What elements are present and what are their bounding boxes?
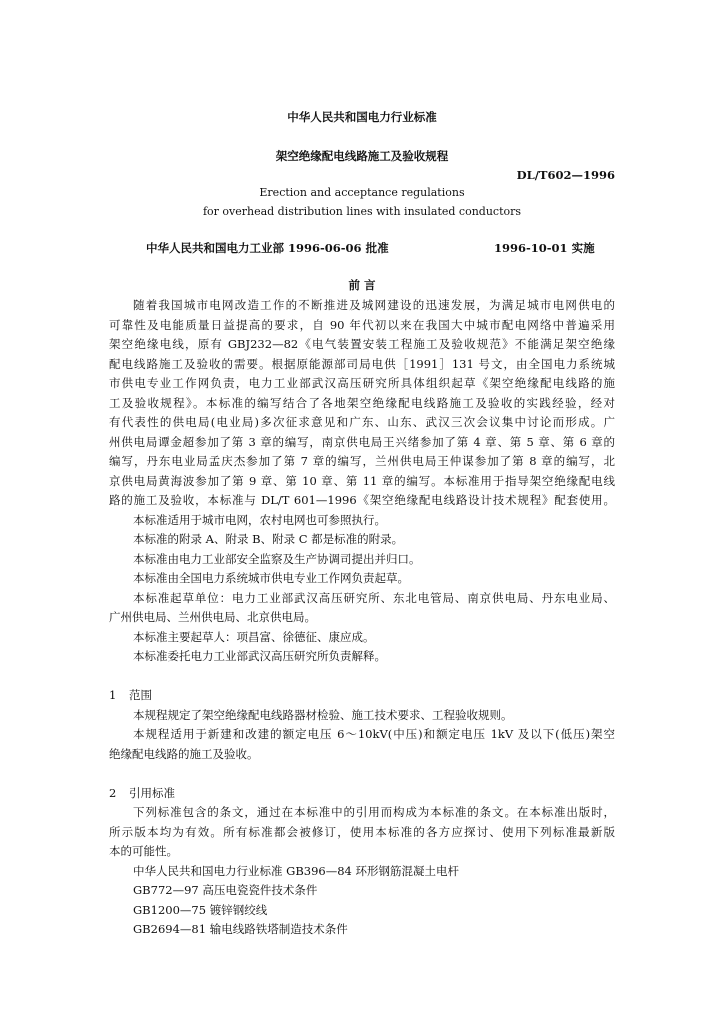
foreword-p2: 本标准适用于城市电网，农村电网也可参照执行。 <box>133 513 386 527</box>
section-2-number: 2 <box>109 786 117 800</box>
foreword-p6-line: 广州供电局、兰州供电局、北京供电局。 <box>109 610 316 624</box>
foreword-p1-line: 路的施工及验收，本标准与 DL/T 601—1996《架空绝缘配电线路设计技术规程》配套使用。 <box>109 493 615 507</box>
foreword-p3: 本标准的附录 A、附录 B、附录 C 都是标准的附录。 <box>133 532 404 546</box>
foreword-p1-line: 有代表性的供电局(电业局)多次征求意见和广东、山东、武汉三次会议集中讨论而形成。广 <box>109 415 615 429</box>
foreword-p1-line: 可靠性及电能质量日益提高的要求，自 90 年代初以来在我国大中城市配电网络中普遍采用 <box>109 318 615 332</box>
foreword-p1-line: 编写，丹东电业局孟庆杰参加了第 7 章的编写，兰州供电局王仲谋参加了第 8 章的编写，北 <box>109 454 615 468</box>
foreword-p1-line: 配电线路施工及验收的需要。根据原能源部司局电供［1991］131 号文，由全国电力系统城 <box>109 357 615 371</box>
foreword-p4: 本标准由电力工业部安全监察及生产协调司提出并归口。 <box>133 552 421 566</box>
foreword-p1-line: 京供电局黄海波参加了第 9 章、第 10 章、第 11 章的编写。本标准用于指导架空绝缘配电线 <box>109 474 615 488</box>
section-1-heading <box>109 688 152 702</box>
section-1-title: 范围 <box>129 688 152 702</box>
section-2-heading <box>109 786 175 800</box>
effective-date: 1996-10-01 实施 <box>494 241 595 255</box>
foreword-p1-line: 随着我国城市电网改造工作的不断推进及城网建设的迅速发展，为满足城市电网供电的 <box>133 298 615 312</box>
foreword-p1-line: 工及验收规程》。本标准的编写结合了各地架空绝缘配电线路施工及验收的实践经验，经对 <box>109 396 615 410</box>
foreword-p8: 本标准委托电力工业部武汉高压研究所负责解释。 <box>133 649 386 663</box>
section-2-title: 引用标准 <box>129 786 175 800</box>
section-2-p1-line: 下列标准包含的条文，通过在本标准中的引用而构成为本标准的条文。在本标准出版时， <box>133 805 615 819</box>
section-1-p1: 本规程规定了架空绝缘配电线路器材检验、施工技术要求、工程验收规则。 <box>133 708 513 722</box>
reference-item: GB772—97 高压电瓷瓷件技术条件 <box>133 883 318 897</box>
section-1-p2-line: 绝缘配电线路的施工及验收。 <box>109 747 259 761</box>
section-2-p1-line: 所示版本均为有效。所有标准都会被修订，使用本标准的各方应探讨、使用下列标准最新版 <box>109 825 615 839</box>
foreword-p1-line: 架空绝缘电线，原有 GBJ232—82《电气装置安装工程施工及验收规范》不能满足架空绝缘 <box>109 337 615 351</box>
reference-item: GB2694—81 输电线路铁塔制造技术条件 <box>133 922 348 936</box>
standard-code: DL/T602—1996 <box>516 168 615 182</box>
foreword-p1-line: 州供电局谭金超参加了第 3 章的编写，南京供电局王兴绪参加了第 4 章、第 5 章、第 6 章的 <box>109 435 615 449</box>
title-en-line-2: for overhead distribution lines with insulated conductors <box>202 205 522 218</box>
reference-item: GB1200—75 镀锌钢绞线 <box>133 903 268 917</box>
title-en-line-1: Erection and acceptance regulations <box>259 186 465 199</box>
approval-line: 中华人民共和国电力工业部 1996-06-06 批准 <box>146 241 389 255</box>
standard-org: 中华人民共和国电力行业标准 <box>287 110 437 124</box>
foreword-p1-line: 市供电专业工作网负责，电力工业部武汉高压研究所具体组织起草《架空绝缘配电线路的施 <box>109 376 615 390</box>
section-1-number: 1 <box>109 688 117 702</box>
foreword-p7: 本标准主要起草人：项昌富、徐德征、康应成。 <box>133 630 375 644</box>
section-2-p1-line: 本的可能性。 <box>109 844 178 858</box>
foreword-p5: 本标准由全国电力系统城市供电专业工作网负责起草。 <box>133 571 409 585</box>
foreword-heading: 前 言 <box>348 278 376 292</box>
section-1-p2-line: 本规程适用于新建和改建的额定电压 6～10kV(中压)和额定电压 1kV 及以下(低压)架空 <box>133 727 615 741</box>
reference-item: 中华人民共和国电力行业标准 GB396—84 环形钢筋混凝土电杆 <box>133 864 460 878</box>
foreword-p6-line: 本标准起草单位：电力工业部武汉高压研究所、东北电管局、南京供电局、丹东电业局、 <box>133 591 615 605</box>
title-cn: 架空绝缘配电线路施工及验收规程 <box>275 149 449 163</box>
